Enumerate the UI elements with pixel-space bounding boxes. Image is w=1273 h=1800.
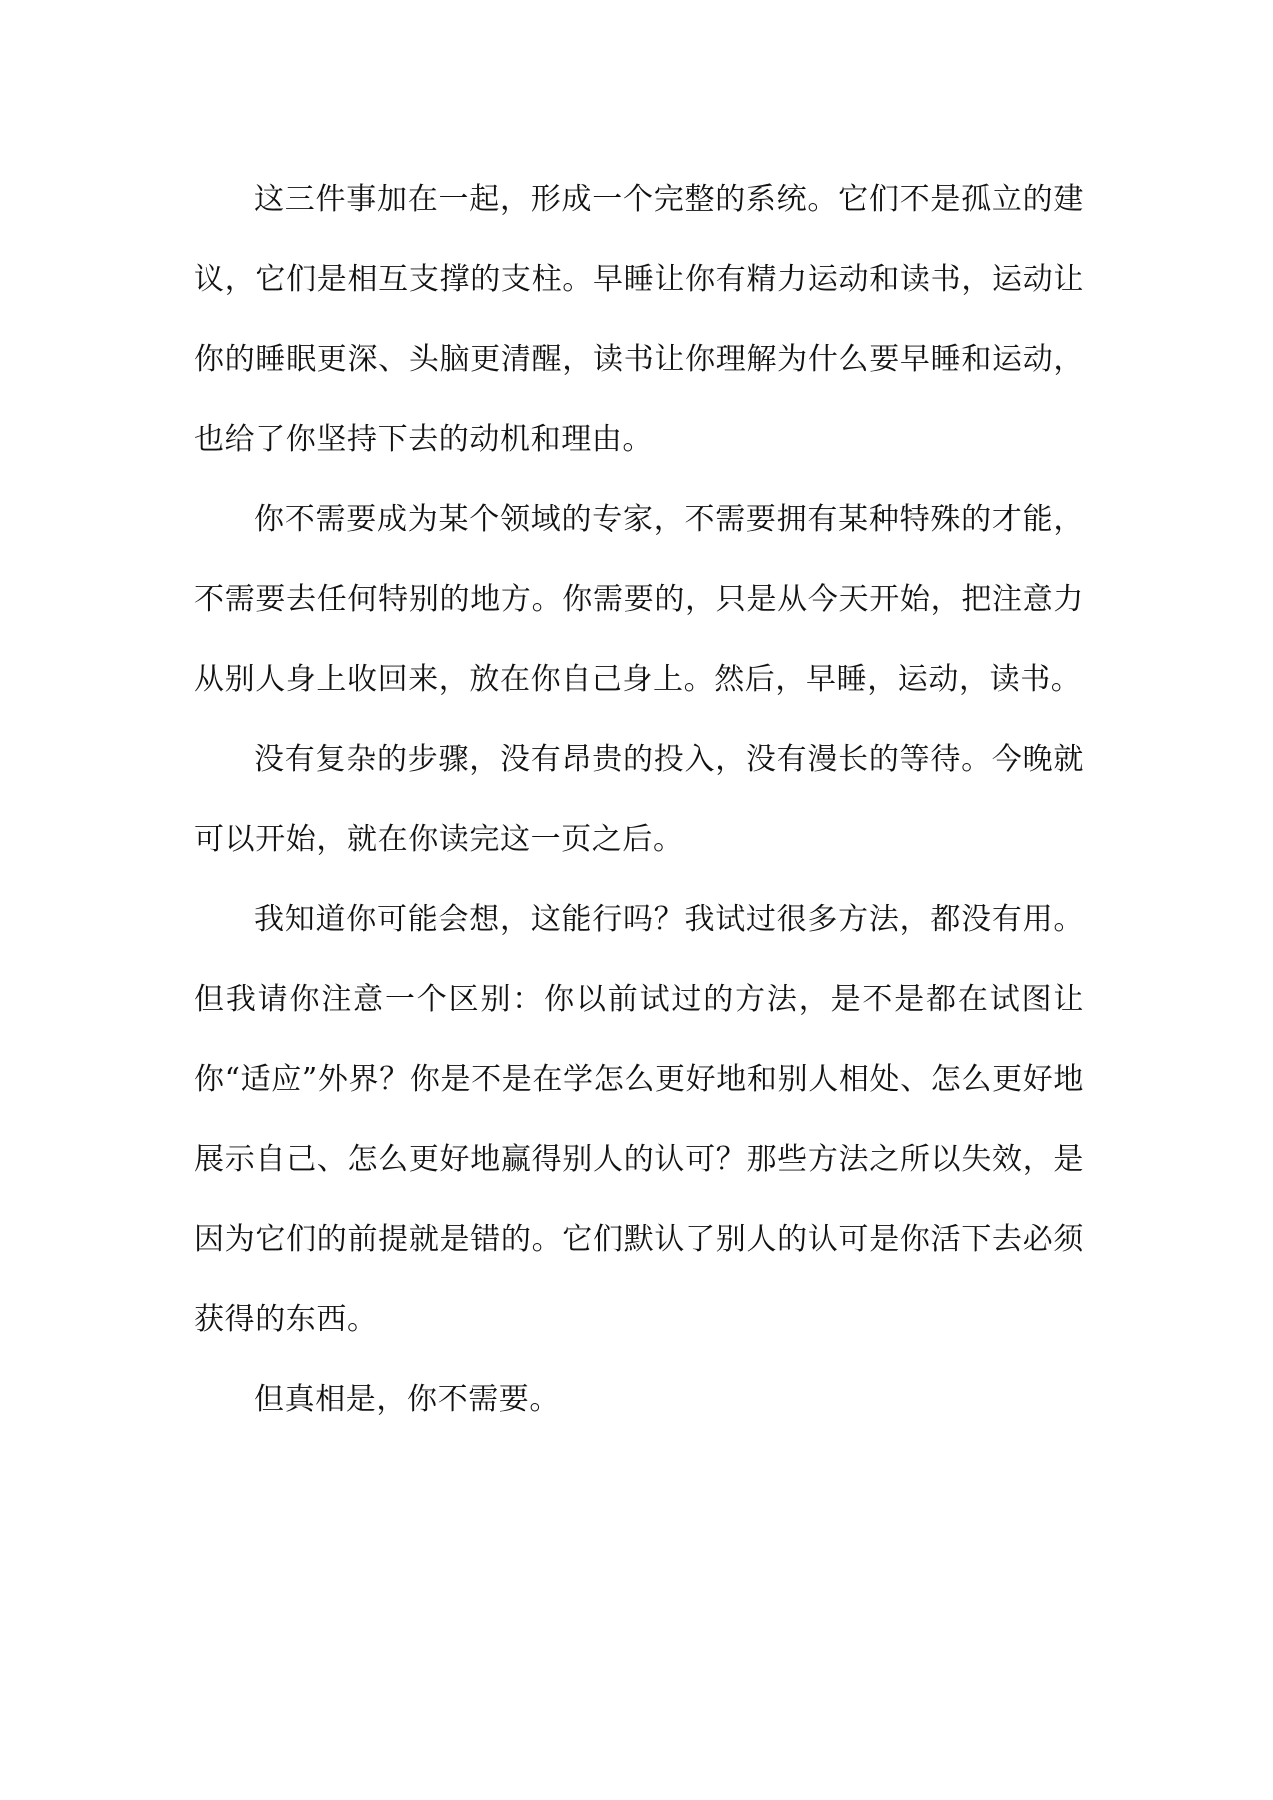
paragraph-1: 这三件事加在一起，形成一个完整的系统。它们不是孤立的建议，它们是相互支撑的支柱。早睡让你有精力运动和读书，运动让你的睡眠更深、头脑更清醒，读书让你理解为什么要早睡和运动，也给了你坚持下去的动机和理由。 bbox=[194, 182, 1084, 457]
paragraph-2: 你不需要成为某个领域的专家，不需要拥有某种特殊的才能，不需要去任何特别的地方。你需要的，只是从今天开始，把注意力从别人身上收回来，放在你自己身上。然后，早睡，运动，读书。 bbox=[194, 502, 1084, 697]
paragraph-5: 但真相是，你不需要。 bbox=[254, 1382, 560, 1417]
paragraph-4: 我知道你可能会想，这能行吗？我试过很多方法，都没有用。但我请你注意一个区别：你以前试过的方法，是不是都在试图让你“适应”外界？你是不是在学怎么更好地和别人相处、怎么更好地展示自己、怎么更好地赢得别人的认可？那些方法之所以失效，是因为它们的前提就是错的。它们默认了别人的认可是你活下去必须获得的东西。 bbox=[194, 902, 1084, 1337]
document-page bbox=[194, 160, 1084, 1440]
paragraph-3: 没有复杂的步骤，没有昂贵的投入，没有漫长的等待。今晚就可以开始，就在你读完这一页之后。 bbox=[194, 742, 1084, 857]
